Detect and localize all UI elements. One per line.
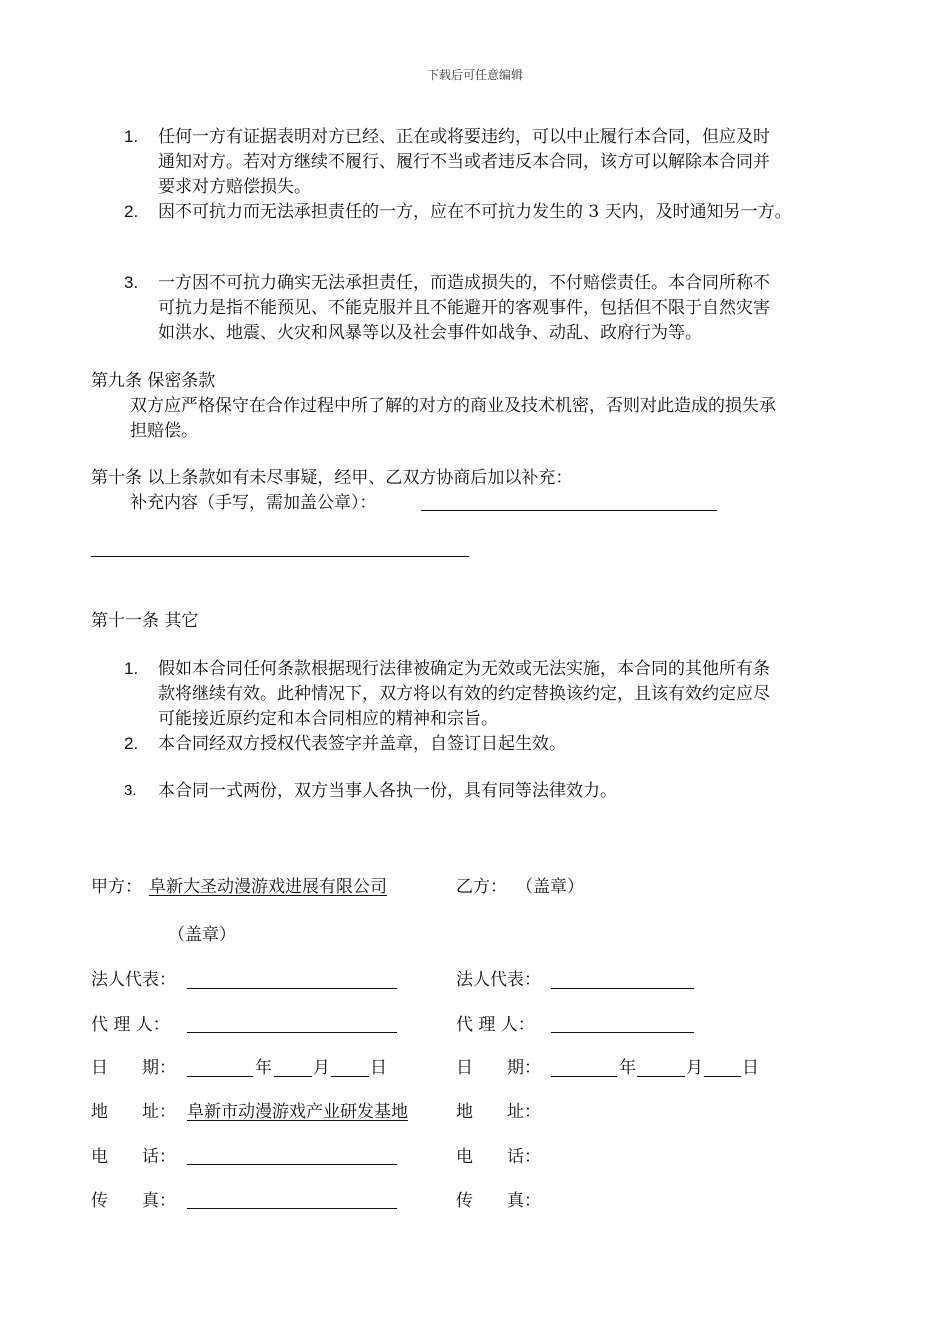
party-b-phone-label: 电 话： — [456, 1147, 541, 1167]
article9-line: 双方应严格保守在合作过程中所了解的对方的商业及技术机密，否则对此造成的损失承 — [130, 396, 776, 416]
list-item-line: 本合同一式两份，双方当事人各执一份，具有同等法律效力。 — [158, 781, 617, 801]
supplement-label: 补充内容（手写，需加盖公章）： — [130, 493, 377, 513]
list-item-line: 可抗力是指不能预见、不能克服并且不能避开的客观事件，包括但不限于自然灾害 — [158, 298, 770, 318]
party-a-address: 阜新市动漫游戏产业研发基地 — [187, 1102, 408, 1122]
list-item-line: 如洪水、地震、火灾和风暴等以及社会事件如战争、动乱、政府行为等。 — [158, 323, 702, 343]
month-unit: 月 — [686, 1058, 703, 1078]
list-item-line: 一方因不可抗力确实无法承担责任，而造成损失的，不付赔偿责任。本合同所称不 — [158, 273, 770, 293]
party-a-label: 甲方： — [91, 877, 142, 897]
party-b-label: 乙方： — [456, 877, 507, 897]
list-item-number: 1. — [124, 659, 139, 678]
party-a-fax-field[interactable] — [187, 1208, 397, 1209]
list-item-line: 因不可抗力而无法承担责任的一方，应在不可抗力发生的 3 天内，及时通知另一方。 — [158, 202, 792, 222]
party-a-phone-label: 电 话： — [91, 1147, 176, 1167]
supplement-blank-line[interactable] — [421, 510, 717, 511]
list-item-line: 要求对方赔偿损失。 — [158, 177, 311, 197]
day-unit: 日 — [370, 1058, 387, 1078]
party-a-agent-label: 代 理 人： — [91, 1015, 170, 1035]
party-b-seal: （盖章） — [516, 877, 584, 897]
party-b-date-label: 日 期： — [456, 1058, 541, 1078]
list-item-number: 1. — [124, 127, 139, 146]
party-b-fax-label: 传 真： — [456, 1191, 541, 1211]
list-item-number: 2. — [124, 202, 139, 221]
party-a-address-label: 地 址： — [91, 1102, 176, 1122]
article9-line: 担赔偿。 — [130, 421, 198, 441]
day-unit: 日 — [742, 1058, 759, 1078]
party-a-year-field[interactable] — [187, 1076, 253, 1077]
party-a-seal: （盖章） — [168, 925, 236, 945]
party-a-fax-label: 传 真： — [91, 1191, 176, 1211]
party-a-date-label: 日 期： — [91, 1058, 176, 1078]
month-unit: 月 — [313, 1058, 330, 1078]
party-b-address-label: 地 址： — [456, 1102, 541, 1122]
list-item-line: 任何一方有证据表明对方已经、正在或将要违约，可以中止履行本合同，但应及时 — [158, 127, 770, 147]
party-b-year-field[interactable] — [551, 1076, 617, 1077]
party-a-name: 阜新大圣动漫游戏进展有限公司 — [149, 877, 387, 897]
page-header-note: 下载后可任意编辑 — [426, 68, 523, 82]
party-b-day-field[interactable] — [704, 1076, 741, 1077]
list-item-number: 3. — [124, 782, 137, 799]
party-a-legal-rep-field[interactable] — [187, 988, 397, 989]
party-a-month-field[interactable] — [274, 1076, 312, 1077]
party-b-agent-label: 代 理 人： — [456, 1015, 535, 1035]
list-item-number: 3. — [124, 273, 139, 292]
supplement-blank-line[interactable] — [91, 556, 469, 557]
list-item-line: 通知对方。若对方继续不履行、履行不当或者违反本合同，该方可以解除本合同并 — [158, 152, 770, 172]
year-unit: 年 — [619, 1058, 636, 1078]
list-item-line: 款将继续有效。此种情况下，双方将以有效的约定替换该约定，且该有效约定应尽 — [158, 684, 770, 704]
list-item-number: 2. — [124, 734, 139, 753]
party-b-agent-field[interactable] — [551, 1032, 694, 1033]
party-a-day-field[interactable] — [331, 1076, 369, 1077]
article9-heading: 第九条 保密条款 — [91, 371, 216, 391]
party-b-legal-rep-label: 法人代表： — [456, 970, 541, 990]
party-b-month-field[interactable] — [637, 1076, 685, 1077]
article10-heading: 第十条 以上条款如有未尽事疑，经甲、乙双方协商后加以补充： — [91, 468, 573, 488]
list-item-line: 本合同经双方授权代表签字并盖章，自签订日起生效。 — [158, 734, 566, 754]
party-b-legal-rep-field[interactable] — [551, 988, 694, 989]
party-a-legal-rep-label: 法人代表： — [91, 970, 176, 990]
list-item-line: 假如本合同任何条款根据现行法律被确定为无效或无法实施，本合同的其他所有条 — [158, 659, 770, 679]
party-a-phone-field[interactable] — [187, 1164, 397, 1165]
party-a-agent-field[interactable] — [187, 1032, 397, 1033]
list-item-line: 可能接近原约定和本合同相应的精神和宗旨。 — [158, 709, 498, 729]
article11-heading: 第十一条 其它 — [91, 611, 199, 631]
year-unit: 年 — [255, 1058, 272, 1078]
